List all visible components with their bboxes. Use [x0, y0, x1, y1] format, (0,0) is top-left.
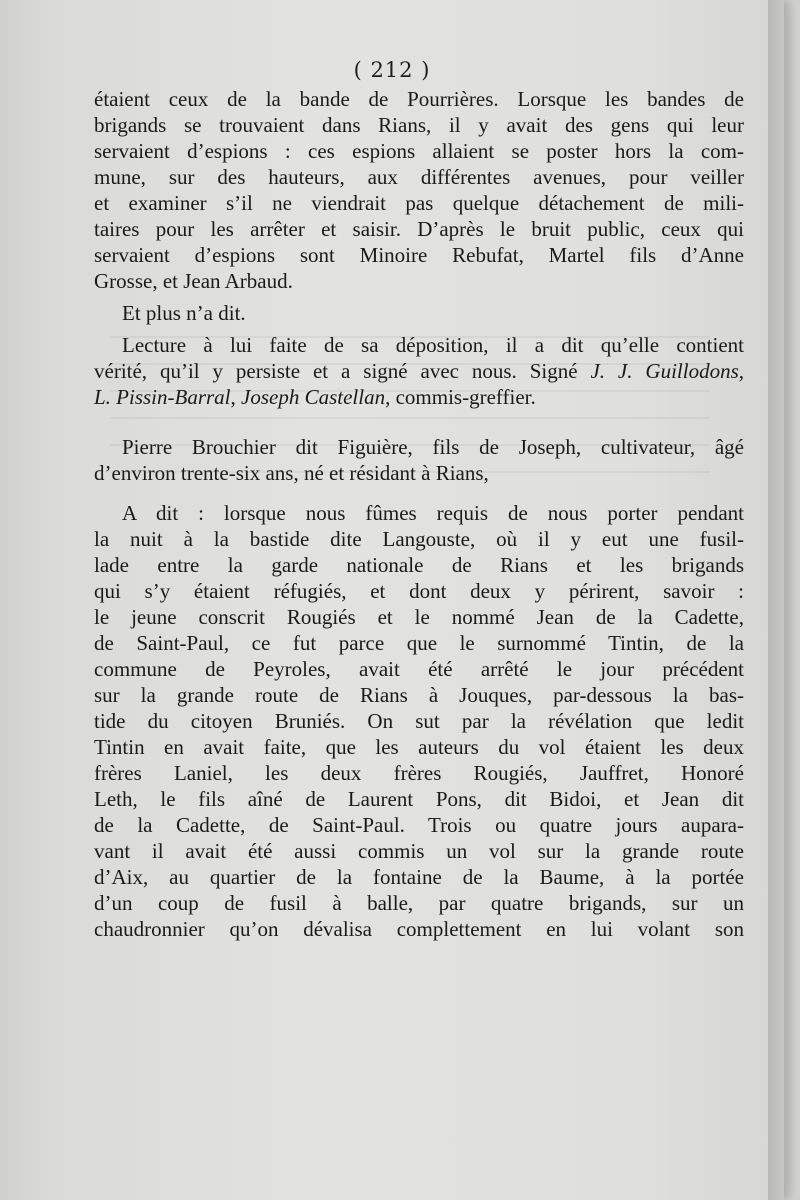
text-line: mune, sur des hauteurs, aux différentes avenues, pour veiller — [94, 165, 744, 189]
text-line-signatures — [94, 358, 744, 384]
text-line: étaient ceux de la bande de Pourrières. Lorsque les bandes de — [94, 87, 744, 111]
signature-name: J. J. Guillodons, — [590, 359, 744, 383]
text-line: la nuit à la bastide dite Langouste, où il y eut une fusil- — [94, 527, 744, 551]
text-line: taires pour les arrêter et saisir. D’après le bruit public, ceux qui — [94, 217, 744, 241]
text-line: Tintin en avait faite, que les auteurs du vol étaient les deux — [94, 735, 744, 759]
page-edge — [768, 0, 784, 1200]
text-line: A dit : lorsque nous fûmes requis de nous porter pendant — [122, 501, 744, 525]
body-text — [94, 86, 744, 942]
text-line: Lecture à lui faite de sa déposition, il a dit qu’elle contient — [122, 333, 744, 357]
text-line: vant il avait été aussi commis un vol sur la grande route — [94, 839, 744, 863]
paragraph-bandes-brigands — [94, 86, 744, 294]
text-segment: , commis-greffier. — [385, 385, 536, 409]
text-line: commune de Peyroles, avait été arrêté le jour précédent — [94, 657, 744, 681]
signature-name: Joseph Castellan — [241, 385, 386, 409]
paragraph-deposition-langouste — [94, 500, 744, 942]
text-line: tide du citoyen Bruniés. On sut par la révélation que ledit — [94, 709, 744, 733]
text-line: d’Aix, au quartier de la fontaine de la Baume, à la portée — [94, 865, 744, 889]
text-line: et examiner s’il ne viendrait pas quelque détachement de mili- — [94, 191, 744, 215]
text-segment: vérité, qu’il y persiste et a signé avec nous. Signé — [94, 359, 591, 383]
text-line: Pierre Brouchier dit Figuière, fils de Joseph, cultivateur, âgé — [122, 435, 744, 459]
text-line: de la Cadette, de Saint-Paul. Trois ou quatre jours aupara- — [94, 813, 744, 837]
text-line: Grosse, et Jean Arbaud. — [94, 269, 293, 293]
text-segment: , — [230, 385, 242, 409]
text-line: chaudronnier qu’on dévalisa complettement en lui volant son — [94, 917, 744, 941]
text-line: Leth, le fils aîné de Laurent Pons, dit Bidoi, et Jean dit — [94, 787, 744, 811]
paragraph-plus-na-dit — [94, 300, 744, 326]
page-number: ( 212 ) — [353, 58, 431, 82]
paragraph-temoin-brouchier — [94, 434, 744, 486]
text-line: lade entre la garde nationale de Rians et les brigands — [94, 553, 744, 577]
text-line: le jeune conscrit Rougiés et le nommé Jean de la Cadette, — [94, 605, 744, 629]
text-line: brigands se trouvaient dans Rians, il y avait des gens qui leur — [94, 113, 744, 137]
text-line: sur la grande route de Rians à Jouques, par-dessous la bas- — [94, 683, 744, 707]
text-line: frères Laniel, les deux frères Rougiés, Jauffret, Honoré — [94, 761, 744, 785]
text-line: servaient d’espions sont Minoire Rebufat, Martel fils d’Anne — [94, 243, 744, 267]
text-line: d’environ trente-six ans, né et résidant à Rians, — [94, 461, 489, 485]
text-line: Et plus n’a dit. — [122, 301, 246, 325]
text-line: servaient d’espions : ces espions allaient se poster hors la com- — [94, 139, 744, 163]
text-line: de Saint-Paul, ce fut parce que le surnommé Tintin, de la — [94, 631, 744, 655]
text-line: d’un coup de fusil à balle, par quatre brigands, sur un — [94, 891, 744, 915]
text-line-signatures — [94, 384, 744, 410]
signature-name: L. Pissin-Barral — [94, 385, 231, 409]
paragraph-lecture-deposition — [94, 332, 744, 410]
text-line: qui s’y étaient réfugiés, et dont deux y périrent, savoir : — [94, 579, 744, 603]
